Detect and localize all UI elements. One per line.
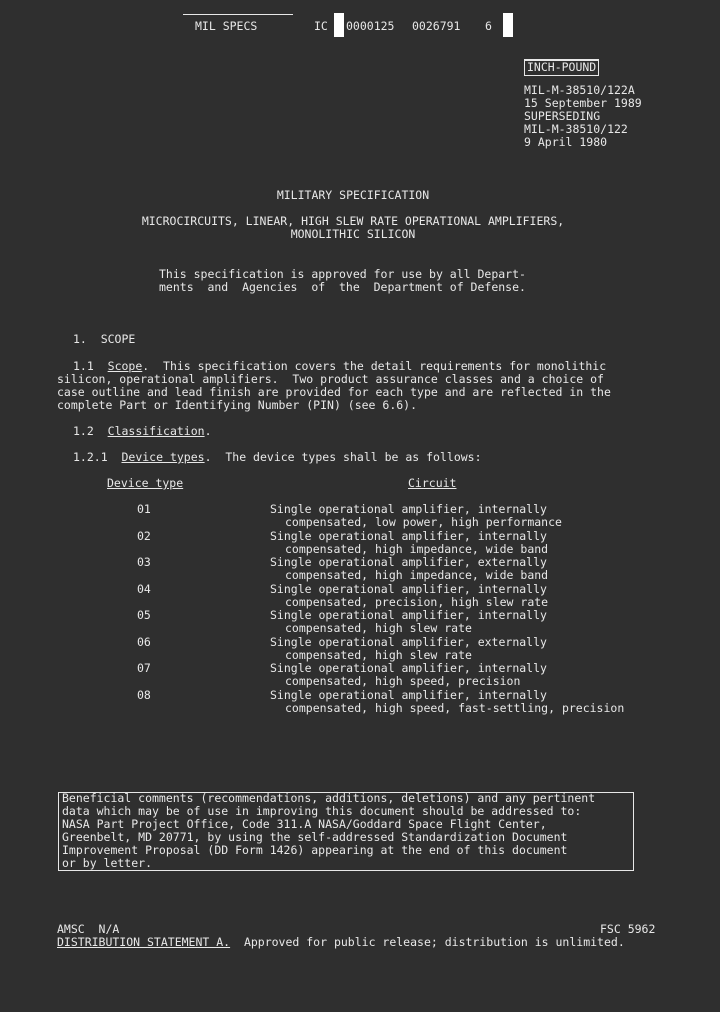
device-circuit-line-1: Single operational amplifier, internally xyxy=(270,581,547,596)
comments-box-right xyxy=(633,792,634,870)
device-circuit-line-2: compensated, high impedance, wide band xyxy=(285,541,549,556)
header-rule xyxy=(183,14,293,15)
distribution-statement-label: DISTRIBUTION STATEMENT A. xyxy=(57,935,231,949)
superseded-doc-date: 9 April 1980 xyxy=(524,135,608,149)
comments-line-2: data which may be of use in improving this document should be addressed to: xyxy=(62,804,582,818)
device-type-07: 07 xyxy=(137,661,151,675)
device-circuit-line-1: Single operational amplifier, externally xyxy=(270,555,547,569)
comments-line-4: Greenbelt, MD 20771, by using the self-addressed Standardization Document xyxy=(62,830,568,844)
device-type-05: 05 xyxy=(137,608,151,622)
device-circuit-line-1: Single operational amplifier, internally xyxy=(270,528,547,543)
header-code-1: 0000125 xyxy=(346,19,395,33)
amsc-label: AMSC N/A xyxy=(57,922,120,936)
device-circuit-line-2: compensated, high impedance, wide band xyxy=(285,568,549,582)
inch-pound-badge: INCH-POUND xyxy=(524,59,599,76)
para-1-2-1-title: Device types xyxy=(121,450,205,464)
table-header-circuit: Circuit xyxy=(408,476,457,490)
para-1-1-text: . This specification covers the detail requirements for monolithic xyxy=(142,359,607,373)
header-bar-left xyxy=(334,13,344,37)
comments-line-1: Beneficial comments (recommendations, additions, deletions) and any pertinent xyxy=(62,791,596,805)
para-1-1-title: Scope xyxy=(107,359,143,373)
device-type-02: 02 xyxy=(137,528,151,543)
spec-subject-line-1: MICROCIRCUITS, LINEAR, HIGH SLEW RATE OPERATIONAL AMPLIFIERS, xyxy=(141,214,565,228)
para-1-2: 1.2 Classification. xyxy=(73,424,212,438)
comments-line-6: or by letter. xyxy=(62,856,153,870)
spec-heading: MILITARY SPECIFICATION xyxy=(276,188,430,202)
comments-line-3: NASA Part Project Office, Code 311.A NASA/Goddard Space Flight Center, xyxy=(62,817,547,831)
device-type-03: 03 xyxy=(137,555,151,569)
distribution-statement-text: Approved for public release; distribution is unlimited. xyxy=(230,935,625,949)
superseding-label: SUPERSEDING xyxy=(524,109,601,123)
header-bar-right xyxy=(503,13,513,37)
para-1-1-line-3: case outline and lead finish are provided for each type and are reflected in the xyxy=(57,385,611,399)
device-circuit-line-1: Single operational amplifier, externally xyxy=(270,634,547,649)
device-circuit-line-2: compensated, high slew rate xyxy=(285,647,472,662)
comments-box-left xyxy=(58,792,59,870)
device-circuit-line-2: compensated, high speed, fast-settling, precision xyxy=(285,700,625,715)
table-header-device-type: Device type xyxy=(107,476,184,490)
device-circuit-line-2: compensated, high slew rate xyxy=(285,621,472,635)
device-type-01: 01 xyxy=(137,502,151,516)
para-1-1-line-2: silicon, operational amplifiers. Two product assurance classes and a choice of xyxy=(57,372,604,386)
para-1-1-number: 1.1 xyxy=(73,359,94,373)
para-1-2-number: 1.2 xyxy=(73,424,94,438)
device-circuit-line-1: Single operational amplifier, internally xyxy=(270,608,547,622)
ic-label: IC xyxy=(314,19,328,33)
device-circuit-line-2: compensated, high speed, precision xyxy=(285,674,521,688)
fsc-label: FSC 5962 xyxy=(600,922,656,936)
approval-line-1: This specification is approved for use by all Depart- xyxy=(159,267,526,281)
approval-line-2: ments and Agencies of the Department of Defense. xyxy=(159,280,526,294)
header-code-3: 6 xyxy=(485,19,492,33)
para-1-1-line-4: complete Part or Identifying Number (PIN) (see 6.6). xyxy=(57,398,418,412)
header-code-2: 0026791 xyxy=(412,19,461,33)
para-1-2-1 xyxy=(73,451,482,465)
section-scope-heading: 1. SCOPE xyxy=(73,332,136,346)
distribution-statement xyxy=(57,936,625,950)
doc-date: 15 September 1989 xyxy=(524,96,642,110)
device-circuit-line-2: compensated, low power, high performance xyxy=(285,515,562,529)
spec-subject-line-2: MONOLITHIC SILICON xyxy=(290,227,416,241)
doc-number: MIL-M-38510/122A xyxy=(524,83,635,97)
superseded-doc-number: MIL-M-38510/122 xyxy=(524,122,628,136)
para-1-2-1-text: . The device types shall be as follows: xyxy=(204,450,482,464)
para-1-2-1-number: 1.2.1 xyxy=(73,450,108,464)
mil-specs-label: MIL SPECS xyxy=(195,19,258,33)
device-type-08: 08 xyxy=(137,687,151,702)
device-circuit-line-1: Single operational amplifier, internally xyxy=(270,502,547,516)
device-circuit-line-1: Single operational amplifier, internally xyxy=(270,661,547,675)
device-type-04: 04 xyxy=(137,581,151,596)
device-circuit-line-2: compensated, precision, high slew rate xyxy=(285,594,549,609)
device-circuit-line-1: Single operational amplifier, internally xyxy=(270,687,547,702)
device-type-06: 06 xyxy=(137,634,151,649)
comments-line-5: Improvement Proposal (DD Form 1426) appearing at the end of this document xyxy=(62,843,568,857)
para-1-2-title: Classification xyxy=(107,424,205,438)
